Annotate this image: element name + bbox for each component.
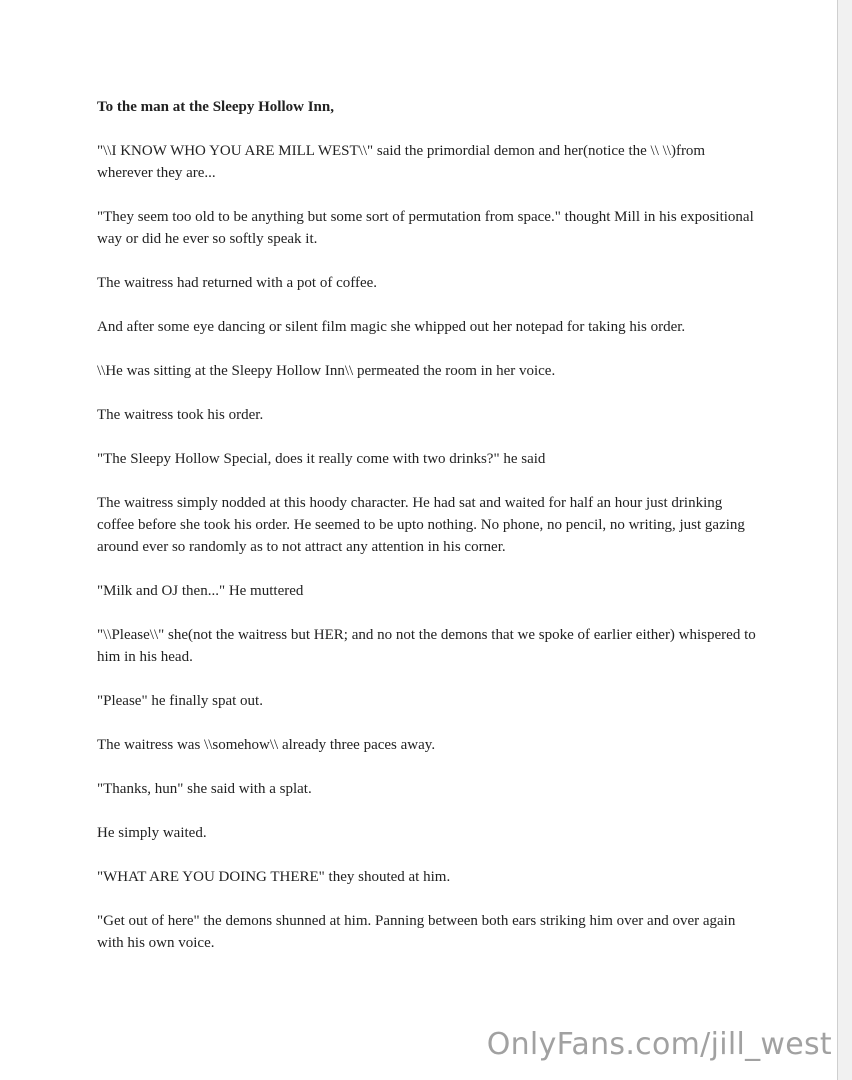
paragraph-4: And after some eye dancing or silent film magic she whipped out her notepad for taking his order. xyxy=(97,319,686,335)
paragraph-14: He simply waited. xyxy=(97,825,207,841)
paragraph-13: "Thanks, hun" she said with a splat. xyxy=(97,781,312,797)
paragraph-3: The waitress had returned with a pot of coffee. xyxy=(97,275,378,291)
paragraph-2: "They seem too old to be anything but some sort of permutation from space." thought Mill in his expositional way or did he ever so softly speak it. xyxy=(97,209,754,247)
page-gutter xyxy=(838,0,852,1080)
paragraph-6: The waitress took his order. xyxy=(97,407,264,423)
paragraph-5: \\He was sitting at the Sleepy Hollow Inn\\ permeated the room in her voice. xyxy=(97,363,556,379)
paragraph-8: The waitress simply nodded at this hoody character. He had sat and waited for half an hour just drinking coffee before she took his order. He seemed to be upto nothing. No phone, no pencil, no writing, just gazing around ever so randomly as to not attract any attention in his corner. xyxy=(97,495,745,555)
paragraph-10: "\\Please\\" she(not the waitress but HER; and no not the demons that we spoke of earlier either) whispered to him in his head. xyxy=(97,627,756,665)
paragraph-16: "Get out of here" the demons shunned at him. Panning between both ears striking him over and over again with his own voice. xyxy=(97,913,736,951)
paragraph-11: "Please" he finally spat out. xyxy=(97,693,263,709)
paragraph-7: "The Sleepy Hollow Special, does it really come with two drinks?" he said xyxy=(97,451,546,467)
paragraph-9: "Milk and OJ then..." He muttered xyxy=(97,583,304,599)
document-body xyxy=(97,96,757,976)
paragraph-1: "\\I KNOW WHO YOU ARE MILL WEST\\" said the primordial demon and her(notice the \\ \\)from wherever they are... xyxy=(97,143,706,181)
paragraph-15: "WHAT ARE YOU DOING THERE" they shouted at him. xyxy=(97,869,451,885)
paragraph-12: The waitress was \\somehow\\ already three paces away. xyxy=(97,737,436,753)
document-heading: To the man at the Sleepy Hollow Inn, xyxy=(97,99,334,115)
watermark-text: OnlyFans.com/jill_west xyxy=(486,1027,832,1062)
